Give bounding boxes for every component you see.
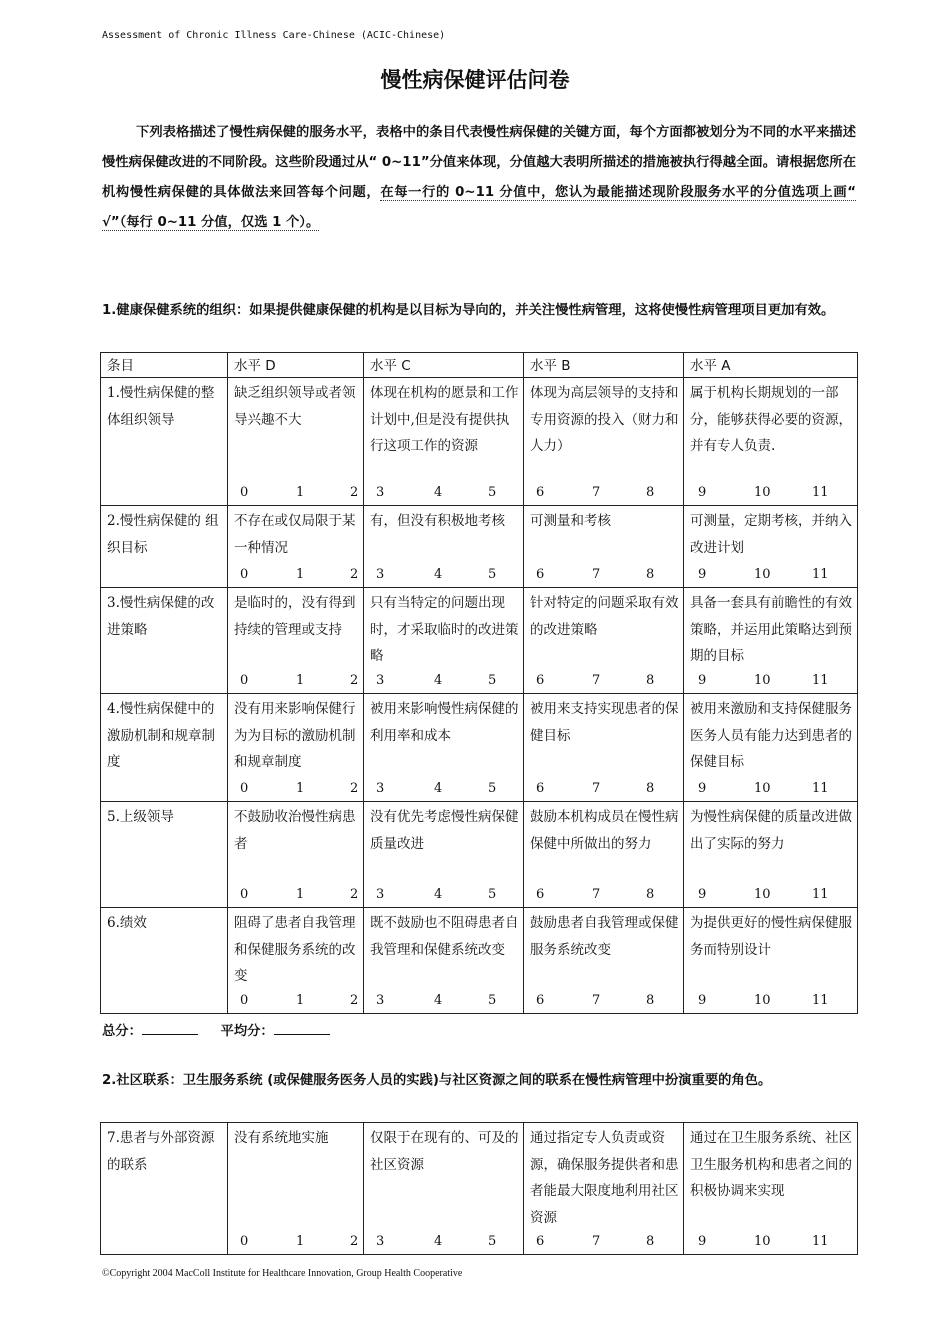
section1-table (100, 352, 858, 1014)
level-c-cell (364, 908, 524, 1014)
score-options (234, 883, 359, 907)
score-option[interactable]: 1 (296, 567, 305, 582)
score-options (234, 669, 359, 693)
level-d-description: 没有系统地实施 (234, 1130, 329, 1146)
level-b-cell (524, 694, 684, 802)
score-options (234, 989, 359, 1013)
score-options (234, 563, 359, 587)
score-option[interactable]: 6 (536, 567, 545, 582)
score-option[interactable]: 5 (488, 993, 497, 1008)
score-option[interactable]: 10 (754, 1234, 771, 1249)
level-b-description: 体现为高层领导的支持和专用资源的投入（财力和人力） (530, 385, 679, 454)
score-option[interactable]: 7 (592, 485, 601, 500)
level-b-cell (524, 1123, 684, 1255)
score-option[interactable]: 0 (240, 1234, 249, 1249)
level-d-cell (228, 588, 364, 694)
level-b-cell (524, 802, 684, 908)
level-d-cell (228, 694, 364, 802)
level-a-description: 为提供更好的慢性病保健服务而特别设计 (690, 915, 852, 958)
total-label: 总分： (102, 1024, 142, 1039)
score-options (370, 777, 519, 801)
score-options (370, 563, 519, 587)
score-option[interactable]: 2 (350, 1234, 359, 1249)
table-header-row (101, 353, 858, 378)
score-option[interactable]: 4 (434, 567, 443, 582)
score-option[interactable]: 8 (646, 993, 655, 1008)
item-cell: 4.慢性病保健中的激励机制和规章制度 (101, 694, 228, 802)
level-c-description: 只有当特定的问题出现时，才采取临时的改进策略 (370, 595, 519, 664)
level-c-cell (364, 506, 524, 588)
level-b-description: 鼓励患者自我管理或保健服务系统改变 (530, 915, 679, 958)
score-options (234, 1230, 359, 1254)
average-blank[interactable] (274, 1034, 330, 1035)
score-options (530, 669, 679, 693)
score-options (530, 777, 679, 801)
score-options (690, 563, 853, 587)
level-d-description: 缺乏组织领导或者领导兴趣不大 (234, 385, 356, 428)
level-a-cell (684, 506, 858, 588)
score-option[interactable]: 6 (536, 1234, 545, 1249)
level-c-description: 仅限于在现有的、可及的社区资源 (370, 1130, 519, 1173)
score-option[interactable]: 2 (350, 673, 359, 688)
score-option[interactable]: 7 (592, 993, 601, 1008)
score-option[interactable]: 10 (754, 887, 771, 902)
section2-title: 2.社区联系：卫生服务系统 (或保健服务医务人员的实践)与社区资源之间的联系在慢性病管理中扮演重要的角色。 (102, 1073, 772, 1088)
score-option[interactable]: 11 (812, 887, 829, 902)
level-d-description: 不鼓励收治慢性病患者 (234, 809, 356, 852)
score-option[interactable]: 1 (296, 485, 305, 500)
score-options (370, 481, 519, 505)
level-c-description: 既不鼓励也不阻碍患者自我管理和保健系统改变 (370, 915, 519, 958)
level-d-cell (228, 378, 364, 506)
item-cell: 6.绩效 (101, 908, 228, 1014)
score-options (530, 1230, 679, 1254)
header-note: Assessment of Chronic Illness Care-Chinese (ACIC-Chinese) (102, 30, 446, 41)
score-option[interactable]: 5 (488, 1234, 497, 1249)
score-options (370, 669, 519, 693)
score-option[interactable]: 6 (536, 887, 545, 902)
level-a-cell (684, 694, 858, 802)
score-option[interactable]: 9 (698, 1234, 707, 1249)
score-options (690, 883, 853, 907)
item-cell: 7.患者与外部资源的联系 (101, 1123, 228, 1255)
intro-paragraph (102, 118, 856, 238)
level-c-cell (364, 1123, 524, 1255)
score-option[interactable]: 3 (376, 1234, 385, 1249)
score-options (690, 669, 853, 693)
level-c-description: 没有优先考虑慢性病保健质量改进 (370, 809, 519, 852)
score-option[interactable]: 5 (488, 887, 497, 902)
table-row (101, 378, 858, 506)
score-option[interactable]: 9 (698, 673, 707, 688)
score-option[interactable]: 2 (350, 567, 359, 582)
item-cell: 3.慢性病保健的改进策略 (101, 588, 228, 694)
level-a-cell (684, 802, 858, 908)
level-d-cell (228, 1123, 364, 1255)
header-level-a: 水平 A (684, 353, 858, 378)
score-option[interactable]: 11 (812, 485, 829, 500)
score-option[interactable]: 2 (350, 485, 359, 500)
table-row (101, 588, 858, 694)
level-d-description: 不存在或仅局限于某一种情况 (234, 513, 356, 556)
score-options (370, 883, 519, 907)
score-option[interactable]: 1 (296, 1234, 305, 1249)
totals-line (102, 1020, 348, 1039)
level-b-description: 针对特定的问题采取有效的改进策略 (530, 595, 679, 638)
item-cell: 5.上级领导 (101, 802, 228, 908)
score-option[interactable]: 7 (592, 673, 601, 688)
intro-text: 下列表格描述了慢性病保健的服务水平，表格中的条目代表慢性病保健的关键方面，每个方面都被划分为不同的水平来描述慢性病保健改进的不同阶段。这些阶段通过从“ 0~11”分值来体现，分值越大表明所描述的措施被执行得越全面。请根据您所在机构慢性病保健的具体做法来回答每个问题， (102, 125, 856, 200)
score-option[interactable]: 8 (646, 673, 655, 688)
score-option[interactable]: 1 (296, 887, 305, 902)
score-option[interactable]: 1 (296, 993, 305, 1008)
score-option[interactable]: 3 (376, 673, 385, 688)
level-c-cell (364, 588, 524, 694)
table-row (101, 908, 858, 1014)
score-option[interactable]: 5 (488, 673, 497, 688)
score-option[interactable]: 11 (812, 781, 829, 796)
score-option[interactable]: 0 (240, 887, 249, 902)
score-options (530, 563, 679, 587)
level-b-cell (524, 588, 684, 694)
score-option[interactable]: 9 (698, 567, 707, 582)
score-option[interactable]: 1 (296, 781, 305, 796)
score-option[interactable]: 0 (240, 485, 249, 500)
score-option[interactable]: 5 (488, 781, 497, 796)
level-a-description: 可测量，定期考核，并纳入改进计划 (690, 513, 852, 556)
score-options (530, 883, 679, 907)
score-option[interactable]: 0 (240, 781, 249, 796)
level-a-description: 为慢性病保健的质量改进做出了实际的努力 (690, 809, 852, 852)
page-title: 慢性病保健评估问卷 (380, 68, 570, 92)
score-option[interactable]: 10 (754, 485, 771, 500)
level-a-description: 属于机构长期规划的一部分，能够获得必要的资源，并有专人负责. (690, 385, 852, 454)
score-options (234, 777, 359, 801)
total-blank[interactable] (142, 1034, 198, 1035)
level-d-description: 没有用来影响保健行为为目标的激励机制和规章制度 (234, 701, 356, 770)
item-cell: 2.慢性病保健的 组织目标 (101, 506, 228, 588)
level-b-description: 鼓励本机构成员在慢性病保健中所做出的努力 (530, 809, 679, 852)
score-option[interactable]: 6 (536, 993, 545, 1008)
score-option[interactable]: 11 (812, 993, 829, 1008)
score-option[interactable]: 3 (376, 485, 385, 500)
score-option[interactable]: 7 (592, 781, 601, 796)
score-option[interactable]: 3 (376, 567, 385, 582)
level-a-cell (684, 908, 858, 1014)
score-option[interactable]: 11 (812, 673, 829, 688)
score-options (370, 1230, 519, 1254)
score-option[interactable]: 6 (536, 673, 545, 688)
score-option[interactable]: 9 (698, 993, 707, 1008)
score-option[interactable]: 10 (754, 993, 771, 1008)
level-d-description: 是临时的，没有得到持续的管理或支持 (234, 595, 356, 638)
score-option[interactable]: 6 (536, 485, 545, 500)
score-option[interactable]: 3 (376, 887, 385, 902)
item-cell: 1.慢性病保健的整体组织领导 (101, 378, 228, 506)
score-option[interactable]: 0 (240, 673, 249, 688)
section1-title: 1.健康保健系统的组织：如果提供健康保健的机构是以目标为导向的，并关注慢性病管理，这将使慢性病管理项目更加有效。 (102, 303, 835, 318)
score-option[interactable]: 10 (754, 567, 771, 582)
level-c-description: 被用来影响慢性病保健的利用率和成本 (370, 701, 519, 744)
score-option[interactable]: 2 (350, 781, 359, 796)
score-option[interactable]: 8 (646, 1234, 655, 1249)
score-option[interactable]: 6 (536, 781, 545, 796)
score-option[interactable]: 2 (350, 887, 359, 902)
score-option[interactable]: 9 (698, 781, 707, 796)
header-level-c: 水平 C (364, 353, 524, 378)
table-row (101, 506, 858, 588)
level-b-description: 可测量和考核 (530, 513, 611, 529)
score-option[interactable]: 7 (592, 887, 601, 902)
score-option[interactable]: 4 (434, 781, 443, 796)
score-option[interactable]: 3 (376, 781, 385, 796)
copyright-footer: ©Copyright 2004 MacColl Institute for Healthcare Innovation, Group Health Cooperative (102, 1268, 463, 1279)
level-d-description: 阻碍了患者自我管理和保健服务系统的改变 (234, 915, 356, 984)
table-row (101, 1123, 858, 1255)
score-option[interactable]: 8 (646, 781, 655, 796)
score-options (690, 777, 853, 801)
level-a-cell (684, 588, 858, 694)
level-b-cell (524, 506, 684, 588)
score-option[interactable]: 7 (592, 1234, 601, 1249)
header-item: 条目 (101, 353, 228, 378)
score-option[interactable]: 11 (812, 1234, 829, 1249)
level-a-description: 被用来激励和支持保健服务医务人员有能力达到患者的保健目标 (690, 701, 852, 770)
table-row (101, 694, 858, 802)
level-b-cell (524, 378, 684, 506)
level-b-description: 通过指定专人负责或资源，确保服务提供者和患者能最大限度地利用社区资源 (530, 1130, 679, 1226)
score-option[interactable]: 11 (812, 567, 829, 582)
score-option[interactable]: 4 (434, 887, 443, 902)
score-options (234, 481, 359, 505)
score-option[interactable]: 8 (646, 567, 655, 582)
level-b-cell (524, 908, 684, 1014)
score-options (530, 481, 679, 505)
score-options (690, 1230, 853, 1254)
score-option[interactable]: 5 (488, 567, 497, 582)
level-a-description: 通过在卫生服务系统、社区卫生服务机构和患者之间的积极协调来实现 (690, 1130, 852, 1199)
score-options (690, 481, 853, 505)
score-options (530, 989, 679, 1013)
score-option[interactable]: 10 (754, 781, 771, 796)
score-option[interactable]: 9 (698, 485, 707, 500)
level-c-cell (364, 802, 524, 908)
score-option[interactable]: 8 (646, 887, 655, 902)
score-option[interactable]: 8 (646, 485, 655, 500)
level-c-description: 体现在机构的愿景和工作计划中,但是没有提供执行这项工作的资源 (370, 385, 519, 454)
score-option[interactable]: 7 (592, 567, 601, 582)
score-option[interactable]: 4 (434, 673, 443, 688)
header-level-b: 水平 B (524, 353, 684, 378)
level-a-description: 具备一套具有前瞻性的有效策略，并运用此策略达到预期的目标 (690, 595, 852, 664)
score-option[interactable]: 4 (434, 1234, 443, 1249)
level-c-cell (364, 694, 524, 802)
header-level-d: 水平 D (228, 353, 364, 378)
score-options (370, 989, 519, 1013)
level-c-cell (364, 378, 524, 506)
level-a-cell (684, 378, 858, 506)
score-option[interactable]: 10 (754, 673, 771, 688)
average-label: 平均分： (220, 1024, 274, 1039)
score-option[interactable]: 0 (240, 567, 249, 582)
intro-instruction: 在每一行的 0~11 分值中，您认为最能描述现阶段服务水平的分值选项上画“ √”（每行 0~11 分值，仅选 1 个）。 (102, 185, 856, 230)
score-option[interactable]: 2 (350, 993, 359, 1008)
score-options (690, 989, 853, 1013)
score-option[interactable]: 9 (698, 887, 707, 902)
level-a-cell (684, 1123, 858, 1255)
level-d-cell (228, 908, 364, 1014)
score-option[interactable]: 5 (488, 485, 497, 500)
level-b-description: 被用来支持实现患者的保健目标 (530, 701, 679, 744)
level-d-cell (228, 506, 364, 588)
level-d-cell (228, 802, 364, 908)
section2-table (100, 1122, 858, 1255)
table-row (101, 802, 858, 908)
score-option[interactable]: 1 (296, 673, 305, 688)
score-option[interactable]: 3 (376, 993, 385, 1008)
level-c-description: 有，但没有积极地考核 (370, 513, 505, 529)
score-option[interactable]: 4 (434, 485, 443, 500)
score-option[interactable]: 0 (240, 993, 249, 1008)
score-option[interactable]: 4 (434, 993, 443, 1008)
